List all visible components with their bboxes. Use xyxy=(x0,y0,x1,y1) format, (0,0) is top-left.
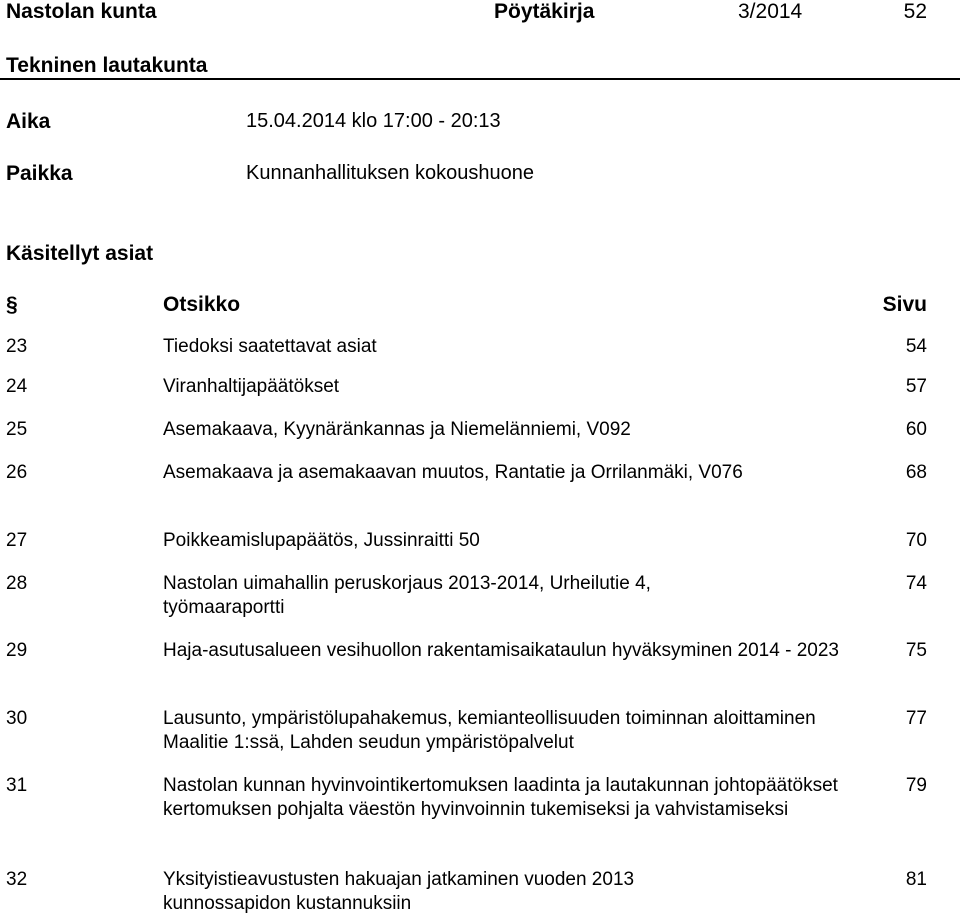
item-page: 75 xyxy=(905,640,927,661)
header-divider xyxy=(0,78,960,80)
item-page: 54 xyxy=(905,336,927,357)
item-number: 27 xyxy=(6,530,28,551)
item-number: 31 xyxy=(6,775,28,796)
section-mark-header: § xyxy=(6,293,18,316)
item-title: Nastolan kunnan hyvinvointikertomuksen laadinta ja lautakunnan johtopäätökset kertomuksen pohjalta väestön hyvinvoinnin tukemiseksi ja vahvistamiseksi xyxy=(163,775,838,820)
item-number: 24 xyxy=(6,376,28,397)
item-title: Asemakaava, Kyynäränkannas ja Niemelänniemi, V092 xyxy=(163,419,631,440)
municipality-name: Nastolan kunta xyxy=(6,0,157,23)
time-label: Aika xyxy=(6,110,51,133)
item-number: 23 xyxy=(6,336,28,357)
item-title: Viranhaltijapäätökset xyxy=(163,376,340,397)
item-title: Haja-asutusalueen vesihuollon rakentamisaikataulun hyväksyminen 2014 - 2023 xyxy=(163,640,839,661)
item-page: 81 xyxy=(905,869,927,890)
committee-name: Tekninen lautakunta xyxy=(6,54,208,77)
place-value: Kunnanhallituksen kokoushuone xyxy=(246,162,534,184)
page-number: 52 xyxy=(903,0,927,23)
item-page: 79 xyxy=(905,775,927,796)
item-title: Nastolan uimahallin peruskorjaus 2013-2014, Urheilutie 4, työmaaraportti xyxy=(163,573,651,618)
item-page: 74 xyxy=(905,573,927,594)
item-page: 60 xyxy=(905,419,927,440)
item-number: 29 xyxy=(6,640,28,661)
time-value: 15.04.2014 klo 17:00 - 20:13 xyxy=(246,110,501,132)
item-number: 32 xyxy=(6,869,28,890)
agenda-heading: Käsitellyt asiat xyxy=(6,242,154,265)
item-page: 57 xyxy=(905,376,927,397)
item-title: Yksityistieavustusten hakuajan jatkaminen vuoden 2013 kunnossapidon kustannuksiin xyxy=(163,869,635,914)
item-page: 68 xyxy=(905,462,927,483)
item-number: 28 xyxy=(6,573,28,594)
item-number: 30 xyxy=(6,708,28,729)
item-title: Poikkeamislupapäätös, Jussinraitti 50 xyxy=(163,530,480,551)
place-label: Paikka xyxy=(6,162,73,185)
page-column-header: Sivu xyxy=(882,293,927,316)
item-number: 25 xyxy=(6,419,28,440)
item-page: 77 xyxy=(905,708,927,729)
item-page: 70 xyxy=(905,530,927,551)
title-column-header: Otsikko xyxy=(163,293,241,316)
item-number: 26 xyxy=(6,462,28,483)
document-number: 3/2014 xyxy=(738,0,803,23)
item-title: Lausunto, ympäristölupahakemus, kemianteollisuuden toiminnan aloittaminen Maalitie 1:ssä, Lahden seudun ympäristöpalvelut xyxy=(163,708,816,753)
item-title: Asemakaava ja asemakaavan muutos, Rantatie ja Orrilanmäki, V076 xyxy=(163,462,743,483)
item-title: Tiedoksi saatettavat asiat xyxy=(163,336,377,357)
document-type: Pöytäkirja xyxy=(494,0,595,23)
